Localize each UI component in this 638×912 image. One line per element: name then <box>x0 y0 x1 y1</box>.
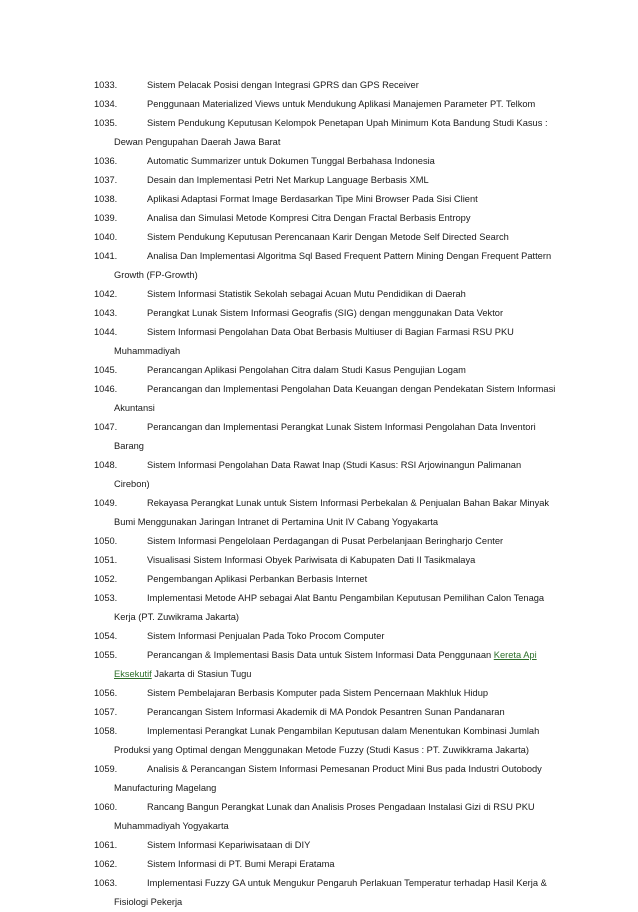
list-item <box>94 95 574 114</box>
item-title-text: Sistem Informasi Pengolahan Data Rawat Inap (Studi Kasus: RSI Arjowinangun Palimanan <box>147 460 522 470</box>
item-title <box>147 456 574 475</box>
list-item-row <box>94 551 574 570</box>
item-number: 1054. <box>94 631 118 641</box>
item-number: 1049. <box>94 498 118 508</box>
item-number: 1040. <box>94 232 118 242</box>
list-item-row <box>94 418 574 437</box>
item-title <box>147 323 574 342</box>
item-continuation-text: Jakarta di Stasiun Tugu <box>151 669 252 679</box>
item-number: 1059. <box>94 764 118 774</box>
list-item <box>94 798 574 836</box>
list-item-row <box>94 285 574 304</box>
item-title <box>147 380 574 399</box>
list-item-row <box>94 76 574 95</box>
item-title <box>147 114 574 133</box>
list-item-row <box>94 855 574 874</box>
item-link-continuation[interactable]: Eksekutif <box>114 669 152 679</box>
item-title-text: Visualisasi Sistem Informasi Obyek Pariwisata di Kabupaten Dati II Tasikmalaya <box>147 555 476 565</box>
item-title <box>147 836 574 855</box>
item-title <box>147 532 574 551</box>
item-title-text: Aplikasi Adaptasi Format Image Berdasarkan Tipe Mini Browser Pada Sisi Client <box>147 194 478 204</box>
item-title-text: Perangkat Lunak Sistem Informasi Geografis (SIG) dengan menggunakan Data Vektor <box>147 308 504 318</box>
item-title-continuation <box>94 133 574 152</box>
item-title-text: Penggunaan Materialized Views untuk Mendukung Aplikasi Manajemen Parameter PT. Telkom <box>147 99 536 109</box>
item-title-continuation <box>94 475 574 494</box>
item-title-continuation <box>94 779 574 798</box>
list-item <box>94 532 574 551</box>
list-item-row <box>94 703 574 722</box>
item-title <box>147 95 574 114</box>
item-title-text: Rancang Bangun Perangkat Lunak dan Analisis Proses Pengadaan Instalasi Gizi di RSU PKU <box>147 802 535 812</box>
list-item-row <box>94 722 574 741</box>
item-title <box>147 285 574 304</box>
list-item-row <box>94 874 574 893</box>
list-item <box>94 722 574 760</box>
list-item <box>94 874 574 912</box>
item-title-text: Perancangan dan Implementasi Pengolahan Data Keuangan dengan Pendekatan Sistem Informasi <box>147 384 556 394</box>
item-title <box>147 760 574 779</box>
list-item <box>94 380 574 418</box>
item-title <box>147 361 574 380</box>
item-title <box>147 418 574 437</box>
list-item-row <box>94 152 574 171</box>
item-title <box>147 722 574 741</box>
list-item <box>94 323 574 361</box>
item-title <box>147 171 574 190</box>
item-number: 1063. <box>94 878 118 888</box>
item-number: 1037. <box>94 175 118 185</box>
item-number: 1062. <box>94 859 118 869</box>
list-item-row <box>94 323 574 342</box>
list-item-row <box>94 95 574 114</box>
item-number: 1042. <box>94 289 118 299</box>
item-title-text: Automatic Summarizer untuk Dokumen Tunggal Berbahasa Indonesia <box>147 156 435 166</box>
list-item-row <box>94 456 574 475</box>
list-item-row <box>94 684 574 703</box>
item-title <box>147 551 574 570</box>
item-title-continuation <box>94 741 574 760</box>
list-item-row <box>94 114 574 133</box>
item-title <box>147 703 574 722</box>
item-title-continuation <box>94 266 574 285</box>
item-title-text: Sistem Informasi Statistik Sekolah sebagai Acuan Mutu Pendidikan di Daerah <box>147 289 466 299</box>
item-number: 1053. <box>94 593 118 603</box>
list-item-row <box>94 589 574 608</box>
list-item <box>94 703 574 722</box>
item-title-text: Sistem Informasi di PT. Bumi Merapi Eratama <box>147 859 335 869</box>
list-item <box>94 209 574 228</box>
list-item <box>94 627 574 646</box>
list-item-row <box>94 646 574 665</box>
item-title <box>147 570 574 589</box>
list-item-row <box>94 627 574 646</box>
list-item <box>94 551 574 570</box>
list-item <box>94 190 574 209</box>
list-item <box>94 684 574 703</box>
item-title-text: Desain dan Implementasi Petri Net Markup Language Berbasis XML <box>147 175 429 185</box>
list-item <box>94 836 574 855</box>
list-item <box>94 646 574 684</box>
item-number: 1060. <box>94 802 118 812</box>
item-link[interactable]: Kereta Api <box>493 650 537 660</box>
item-continuation-text: Produksi yang Optimal dengan Menggunakan Metode Fuzzy (Studi Kasus : PT. Zuwikkrama Jakarta) <box>114 745 529 755</box>
item-title-continuation <box>94 513 574 532</box>
list-item <box>94 855 574 874</box>
item-title <box>147 247 574 266</box>
item-title-text: Implementasi Fuzzy GA untuk Mengukur Pengaruh Perlakuan Temperatur terhadap Hasil Kerja & <box>147 878 547 888</box>
list-item <box>94 247 574 285</box>
item-number: 1056. <box>94 688 118 698</box>
item-continuation-text: Fisiologi Pekerja <box>114 897 183 907</box>
item-title <box>147 190 574 209</box>
list-item <box>94 760 574 798</box>
item-continuation-text: Akuntansi <box>114 403 155 413</box>
item-title-text: Rekayasa Perangkat Lunak untuk Sistem Informasi Perbekalan & Penjualan Bahan Bakar Minyak <box>147 498 550 508</box>
list-item <box>94 171 574 190</box>
item-title-text: Sistem Pembelajaran Berbasis Komputer pada Sistem Pencernaan Makhluk Hidup <box>147 688 489 698</box>
list-item-row <box>94 380 574 399</box>
item-number: 1033. <box>94 80 118 90</box>
thesis-title-list <box>94 76 574 912</box>
item-title-text: Sistem Informasi Pengolahan Data Obat Berbasis Multiuser di Bagian Farmasi RSU PKU <box>147 327 514 337</box>
item-continuation-text: Manufacturing Magelang <box>114 783 217 793</box>
item-title-text: Sistem Informasi Penjualan Pada Toko Procom Computer <box>147 631 385 641</box>
item-continuation-text: Muhammadiyah Yogyakarta <box>114 821 229 831</box>
item-title-continuation <box>94 608 574 627</box>
item-title <box>147 304 574 323</box>
item-title-text: Sistem Pendukung Keputusan Perencanaan Karir Dengan Metode Self Directed Search <box>147 232 509 242</box>
item-title <box>147 76 574 95</box>
list-item-row <box>94 228 574 247</box>
list-item <box>94 76 574 95</box>
item-title-text: Perancangan & Implementasi Basis Data untuk Sistem Informasi Data Penggunaan <box>147 650 494 660</box>
item-title-text: Perancangan Aplikasi Pengolahan Citra dalam Studi Kasus Pengujian Logam <box>147 365 466 375</box>
item-title <box>147 494 574 513</box>
item-number: 1050. <box>94 536 118 546</box>
item-title-text: Analisis & Perancangan Sistem Informasi Pemesanan Product Mini Bus pada Industri Outobody <box>147 764 542 774</box>
item-title-continuation <box>94 817 574 836</box>
item-continuation-text: Dewan Pengupahan Daerah Jawa Barat <box>114 137 281 147</box>
item-title-text: Perancangan Sistem Informasi Akademik di MA Pondok Pesantren Sunan Pandanaran <box>147 707 505 717</box>
item-title-text: Implementasi Perangkat Lunak Pengambilan Keputusan dalam Menentukan Kombinasi Jumlah <box>147 726 540 736</box>
list-item-row <box>94 836 574 855</box>
item-number: 1051. <box>94 555 118 565</box>
item-continuation-text: Growth (FP-Growth) <box>114 270 198 280</box>
item-title <box>147 589 574 608</box>
item-title <box>147 209 574 228</box>
item-title-text: Perancangan dan Implementasi Perangkat Lunak Sistem Informasi Pengolahan Data Inventori <box>147 422 536 432</box>
list-item-row <box>94 798 574 817</box>
item-title-text: Implementasi Metode AHP sebagai Alat Bantu Pengambilan Keputusan Pemilihan Calon Tenaga <box>147 593 545 603</box>
item-continuation-text: Cirebon) <box>114 479 150 489</box>
list-item <box>94 285 574 304</box>
item-number: 1034. <box>94 99 118 109</box>
list-item <box>94 418 574 456</box>
item-number: 1039. <box>94 213 118 223</box>
item-number: 1043. <box>94 308 118 318</box>
item-number: 1035. <box>94 118 118 128</box>
item-continuation-text: Kerja (PT. Zuwikrama Jakarta) <box>114 612 240 622</box>
item-title-continuation <box>94 665 574 684</box>
item-number: 1061. <box>94 840 118 850</box>
item-title <box>147 627 574 646</box>
list-item-row <box>94 361 574 380</box>
item-number: 1055. <box>94 650 118 660</box>
list-item <box>94 456 574 494</box>
list-item <box>94 494 574 532</box>
list-item <box>94 152 574 171</box>
list-item <box>94 589 574 627</box>
list-item-row <box>94 247 574 266</box>
item-title-text: Sistem Informasi Pengelolaan Perdagangan di Pusat Perbelanjaan Beringharjo Center <box>147 536 504 546</box>
item-number: 1057. <box>94 707 118 717</box>
list-item-row <box>94 570 574 589</box>
list-item-row <box>94 760 574 779</box>
list-item <box>94 228 574 247</box>
item-number: 1046. <box>94 384 118 394</box>
item-title-text: Sistem Pendukung Keputusan Kelompok Penetapan Upah Minimum Kota Bandung Studi Kasus : <box>147 118 548 128</box>
item-title <box>147 152 574 171</box>
item-title <box>147 228 574 247</box>
item-title-continuation <box>94 893 574 912</box>
item-number: 1045. <box>94 365 118 375</box>
list-item-row <box>94 209 574 228</box>
list-item-row <box>94 532 574 551</box>
item-title <box>147 646 574 665</box>
item-title-text: Analisa dan Simulasi Metode Kompresi Citra Dengan Fractal Berbasis Entropy <box>147 213 471 223</box>
item-continuation-text: Bumi Menggunakan Jaringan Intranet di Pertamina Unit IV Cabang Yogyakarta <box>114 517 439 527</box>
item-title-text: Analisa Dan Implementasi Algoritma Sql Based Frequent Pattern Mining Dengan Frequent Pattern <box>147 251 552 261</box>
item-title-text: Sistem Informasi Kepariwisataan di DIY <box>147 840 311 850</box>
item-continuation-text: Barang <box>114 441 144 451</box>
list-item-row <box>94 171 574 190</box>
list-item-row <box>94 190 574 209</box>
item-number: 1058. <box>94 726 118 736</box>
item-number: 1041. <box>94 251 118 261</box>
item-number: 1038. <box>94 194 118 204</box>
item-title-continuation <box>94 399 574 418</box>
item-title-text: Sistem Pelacak Posisi dengan Integrasi GPRS dan GPS Receiver <box>147 80 419 90</box>
list-item <box>94 361 574 380</box>
list-item <box>94 114 574 152</box>
item-number: 1036. <box>94 156 118 166</box>
item-number: 1047. <box>94 422 118 432</box>
item-number: 1052. <box>94 574 118 584</box>
item-number: 1044. <box>94 327 118 337</box>
list-item-row <box>94 304 574 323</box>
item-title-continuation <box>94 342 574 361</box>
item-title <box>147 874 574 893</box>
item-title-continuation <box>94 437 574 456</box>
list-item-row <box>94 494 574 513</box>
item-title <box>147 684 574 703</box>
item-title <box>147 798 574 817</box>
item-title-text: Pengembangan Aplikasi Perbankan Berbasis Internet <box>147 574 368 584</box>
item-title <box>147 855 574 874</box>
item-number: 1048. <box>94 460 118 470</box>
list-item <box>94 570 574 589</box>
item-continuation-text: Muhammadiyah <box>114 346 181 356</box>
list-item <box>94 304 574 323</box>
